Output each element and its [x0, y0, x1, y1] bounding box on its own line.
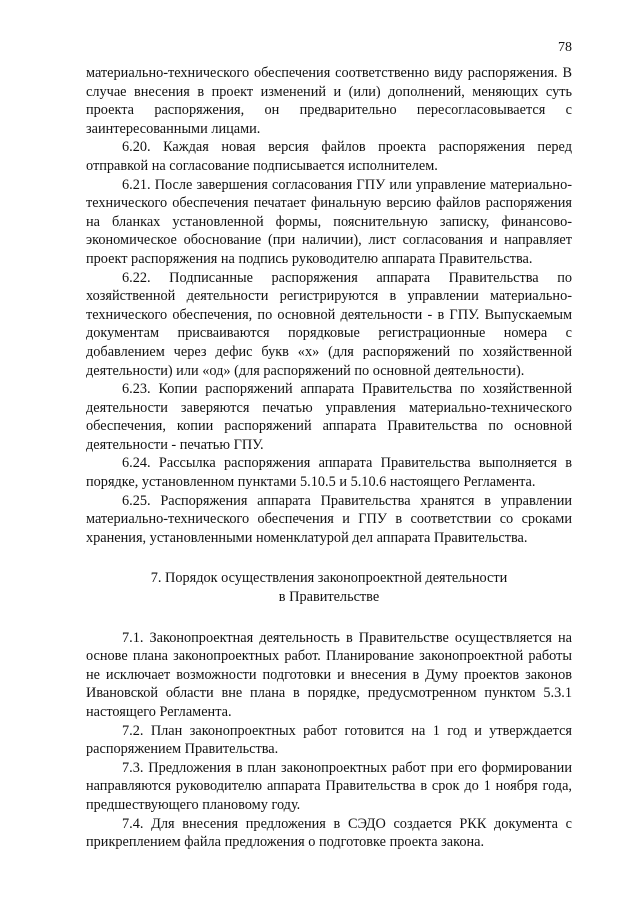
paragraph-6-22: 6.22. Подписанные распоряжения аппарата Правительства по хозяйственной деятельности регистрируются в управлении материально-технического обеспечения, по основной деятельности - в ГПУ. Выпускаемым документам присваиваются порядковые регистрационные номера с добавлением через дефис букв «х» (для распоряжений по хозяйственной деятельности) или «од» (для распоряжений по основной деятельности).	[86, 269, 572, 379]
paragraph-7-4: 7.4. Для внесения предложения в СЭДО создается РКК документа с прикреплением файла предложения о подготовке проекта закона.	[86, 815, 572, 851]
section-heading	[86, 569, 572, 606]
section-heading-line-1: 7. Порядок осуществления законопроектной деятельности	[150, 570, 508, 587]
section-heading-line-2: в Правительстве	[278, 589, 380, 606]
paragraph-7-2: 7.2. План законопроектных работ готовится на 1 год и утверждается распоряжением Правительства.	[86, 722, 572, 758]
paragraph-6-24: 6.24. Рассылка распоряжения аппарата Правительства выполняется в порядке, установленном пунктами 5.10.5 и 5.10.6 настоящего Регламента.	[86, 455, 572, 491]
paragraph-7-3: 7.3. Предложения в план законопроектных работ при его формировании направляются руководителю аппарата Правительства в срок до 1 ноября года, предшествующего плановому году.	[86, 759, 572, 813]
paragraph-continuation: материально-технического обеспечения соответственно виду распоряжения. В случае внесения в проект изменений и (или) дополнений, меняющих суть проекта распоряжения, он предварительно пересогласовывается с заинтересованными лицами.	[86, 65, 572, 137]
paragraph-6-25: 6.25. Распоряжения аппарата Правительства хранятся в управлении материально-технического обеспечения и ГПУ в соответствии со сроками хранения, установленными номенклатурой дел аппарата Правительства.	[86, 492, 572, 546]
document-body	[86, 64, 572, 852]
paragraph-6-21: 6.21. После завершения согласования ГПУ или управление материально-технического обеспечения печатает финальную версию файлов распоряжения на бланках установленной формы, пояснительную записку, финансово-экономическое обоснование (при наличии), лист согласования и направляет проект распоряжения на подпись руководителю аппарата Правительства.	[86, 176, 572, 267]
paragraph-6-23: 6.23. Копии распоряжений аппарата Правительства по хозяйственной деятельности заверяются печатью управления материально-технического обеспечения, копии распоряжений аппарата Правительства по основной деятельности - печатью ГПУ.	[86, 381, 572, 453]
paragraph-7-1: 7.1. Законопроектная деятельность в Правительстве осуществляется на основе плана законопроектных работ. Планирование законопроектной работы не исключает возможности подготовки и внесения в Думу проектов законов Ивановской области вне плана в порядке, предусмотренном пунктом 5.3.1 настоящего Регламента.	[86, 629, 572, 720]
paragraph-6-20: 6.20. Каждая новая версия файлов проекта распоряжения перед отправкой на согласование подписывается исполнителем.	[86, 139, 572, 174]
page-number: 78	[558, 40, 572, 55]
